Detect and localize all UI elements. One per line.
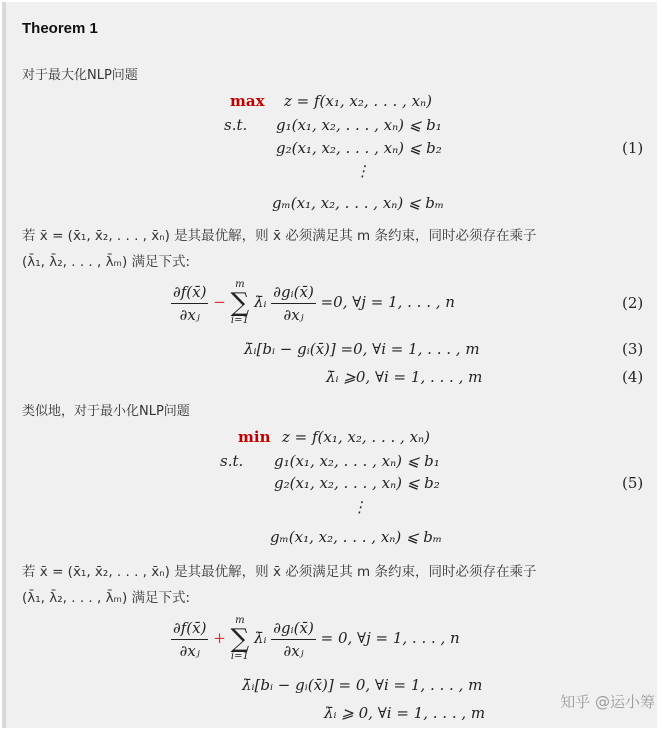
max-constraint-m: gₘ(x₁, x₂, . . . , xₙ) ⩽ bₘ	[272, 194, 445, 212]
theorem-title: Theorem 1	[22, 20, 98, 37]
sum-symbol: m ∑ i=1	[230, 279, 250, 326]
min-constraint-1: g₁(x₁, x₂, . . . , xₙ) ⩽ b₁	[274, 452, 440, 470]
watermark: 知乎 @运小筹	[560, 693, 655, 711]
equation-number-5: (5)	[622, 474, 644, 492]
min-constraint-dots: ⋮	[352, 498, 367, 516]
intro-max-text: 对于最大化NLP问题	[22, 68, 138, 83]
kkt-min-sign: +	[213, 629, 226, 647]
max-constraint-1: g₁(x₁, x₂, . . . , xₙ) ⩽ b₁	[276, 116, 442, 134]
equation-number-3: (3)	[622, 340, 644, 358]
intro-min-text: 类似地，对于最小化NLP问题	[22, 404, 190, 419]
min-objective: z = f(x₁, x₂, . . . , xₙ)	[282, 428, 430, 446]
dg-fraction: $\frac{\text{∂gᵢ(x̄)}}{\text{∂xⱼ}}$	[273, 282, 314, 324]
optimal-text-min-1: 若 x̄ = (x̄₁, x̄₂, . . . , x̄ₙ) 是其最优解，则 x̄ 必须满足其 m 条约束，同时必须存在乘子	[22, 564, 537, 580]
max-st-label: s.t.	[224, 116, 248, 134]
df-fraction-min: $\frac{\partial f(x̄)}{\text{∂xⱼ}}$	[173, 618, 207, 660]
optimal-text-max-2: (λ̄₁, λ̄₂, . . . , λ̄ₘ) 满足下式:	[22, 254, 191, 270]
theorem-card	[2, 2, 657, 728]
kkt-max-sign: −	[213, 293, 226, 311]
equation-number-2: (2)	[622, 294, 644, 312]
max-label: max	[230, 92, 265, 110]
kkt-max-stationarity: $\frac{\partial f(x̄)}{\text{∂xⱼ}}$ − m ∑ i=1 λ̄ᵢ $\frac{\text{∂gᵢ(x̄)}}{\text{∂xⱼ}}$ =0, ∀j = 1, . . . , n	[173, 279, 455, 326]
kkt-min-complementary: λ̄ᵢ[bᵢ − gᵢ(x̄)] = 0, ∀i = 1, . . . , m	[242, 676, 483, 694]
kkt-min-stationarity: $\frac{\partial f(x̄)}{\text{∂xⱼ}}$ + m ∑ i=1 λ̄ᵢ $\frac{\text{∂gᵢ(x̄)}}{\text{∂xⱼ}}$ = 0, ∀j = 1, . . . , n	[173, 615, 460, 662]
kkt-max-nonneg: λ̄ᵢ ⩾0, ∀i = 1, . . . , m	[326, 368, 483, 386]
dg-fraction-min: $\frac{\text{∂gᵢ(x̄)}}{\text{∂xⱼ}}$	[273, 618, 314, 660]
equation-number-4: (4)	[622, 368, 644, 386]
kkt-max-complementary: λ̄ᵢ[bᵢ − gᵢ(x̄)] =0, ∀i = 1, . . . , m	[244, 340, 480, 358]
equation-number-1: (1)	[622, 139, 644, 157]
kkt-min-nonneg: λ̄ᵢ ⩾ 0, ∀i = 1, . . . , m	[324, 704, 486, 722]
min-st-label: s.t.	[220, 452, 244, 470]
sum-symbol-min: m ∑ i=1	[230, 615, 250, 662]
min-constraint-m: gₘ(x₁, x₂, . . . , xₙ) ⩽ bₘ	[270, 528, 443, 546]
df-fraction: $\frac{\partial f(x̄)}{\text{∂xⱼ}}$	[173, 282, 207, 324]
optimal-text-min-2: (λ̄₁, λ̄₂, . . . , λ̄ₘ) 满足下式:	[22, 590, 191, 606]
max-constraint-dots: ⋮	[355, 162, 370, 180]
optimal-text-max-1: 若 x̄ = (x̄₁, x̄₂, . . . , x̄ₙ) 是其最优解，则 x̄ 必须满足其 m 条约束，同时必须存在乘子	[22, 228, 537, 244]
min-constraint-2: g₂(x₁, x₂, . . . , xₙ) ⩽ b₂	[274, 474, 440, 492]
max-constraint-2: g₂(x₁, x₂, . . . , xₙ) ⩽ b₂	[276, 139, 442, 157]
min-label: min	[238, 428, 271, 446]
max-objective: z = f(x₁, x₂, . . . , xₙ)	[284, 92, 432, 110]
